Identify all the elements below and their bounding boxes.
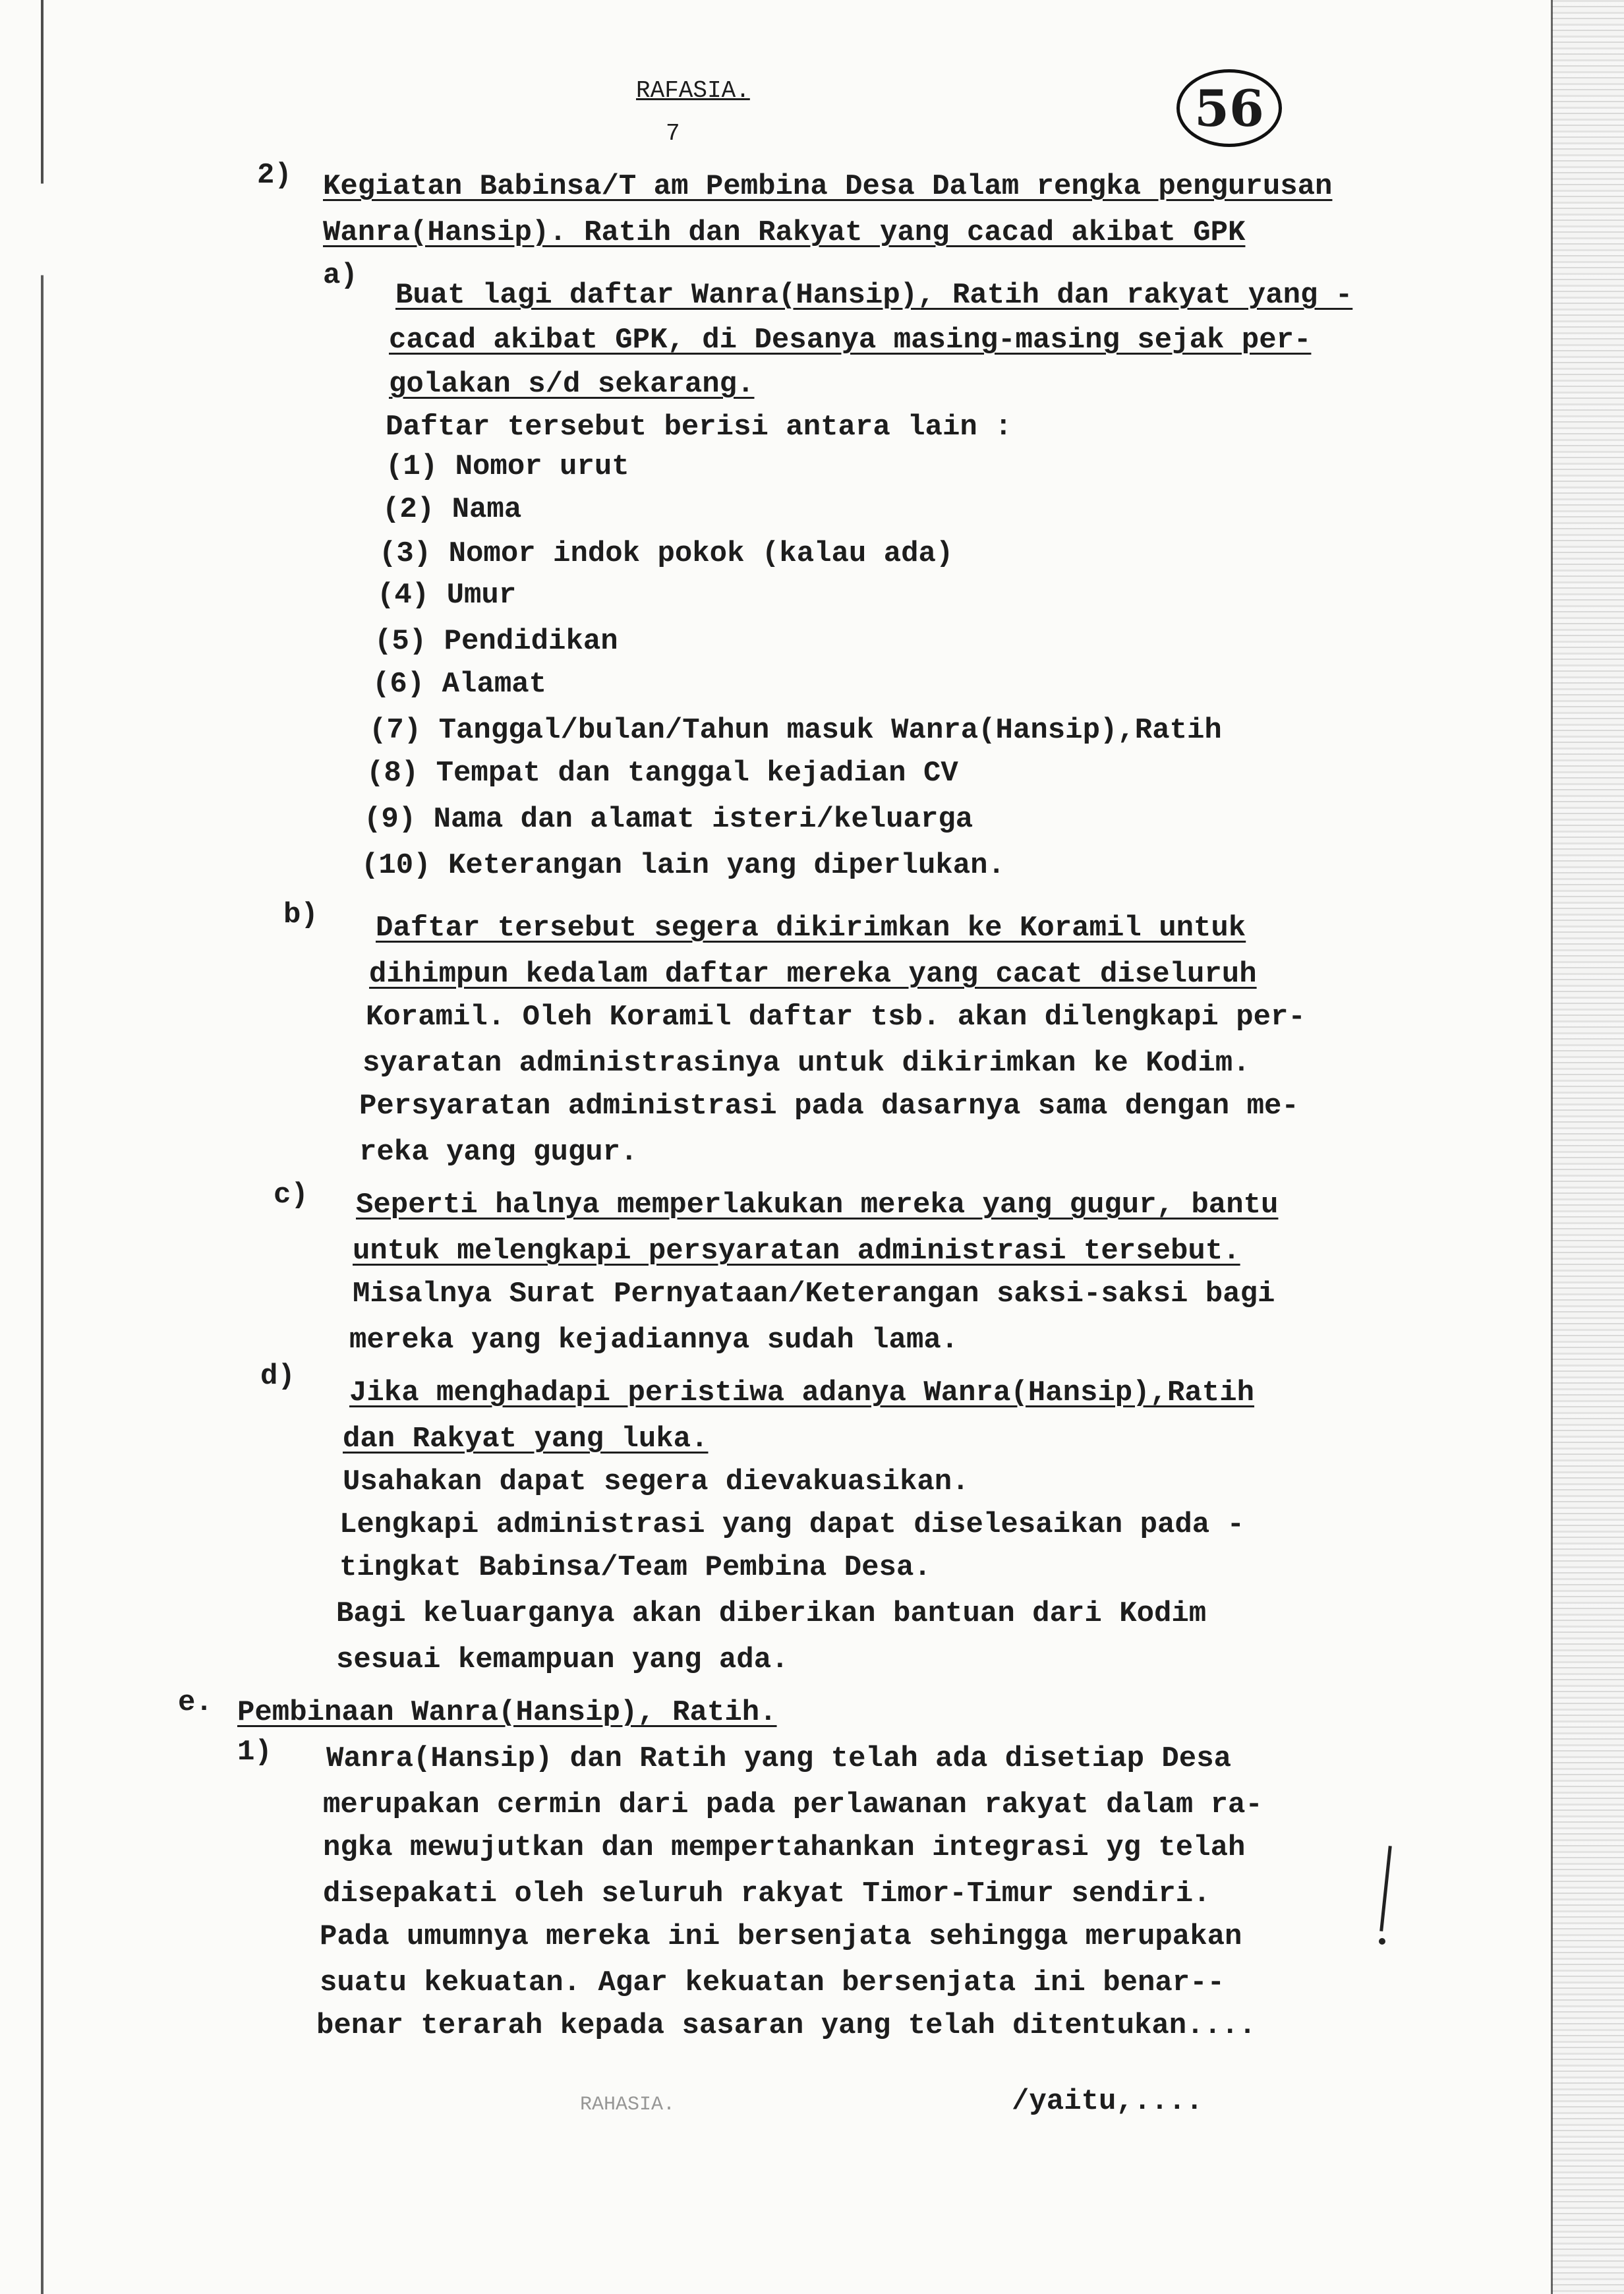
document-line: Seperti halnya memperlakukan mereka yang gugur, bantu [356, 1189, 1279, 1221]
document-line: Bagi keluarganya akan diberikan bantuan dari Kodim [336, 1597, 1207, 1630]
document-line: Kegiatan Babinsa/T am Pembina Desa Dalam rengka pengurusan [323, 170, 1333, 203]
document-line: (2) Nama [382, 493, 522, 526]
document-line: cacad akibat GPK, di Desanya masing-masing sejak per- [389, 324, 1312, 357]
document-line: golakan s/d sekarang. [389, 368, 755, 401]
scan-right-edge [1552, 0, 1624, 2294]
handwritten-page-number: 56 [1176, 69, 1282, 147]
margin-mark [1379, 1846, 1392, 1931]
document-line: b) [283, 898, 318, 931]
document-line: 2) [257, 159, 292, 192]
document-line: suatu kekuatan. Agar kekuatan bersenjata ini benar-- [320, 1966, 1225, 1999]
document-line: (7) Tanggal/bulan/Tahun masuk Wanra(Hansip),Ratih [369, 714, 1222, 747]
document-line: (3) Nomor indok pokok (kalau ada) [379, 537, 954, 570]
document-line: untuk melengkapi persyaratan administrasi tersebut. [353, 1235, 1240, 1268]
document-line: Buat lagi daftar Wanra(Hansip), Ratih dan rakyat yang - [395, 279, 1353, 312]
document-line: disepakati oleh seluruh rakyat Timor-Timur sendiri. [323, 1877, 1211, 1910]
document-line: syaratan administrasinya untuk dikirimkan ke Kodim. [362, 1047, 1250, 1080]
document-line: (1) Nomor urut [386, 450, 629, 483]
document-line: Usahakan dapat segera dievakuasikan. [343, 1465, 970, 1498]
document-line: merupakan cermin dari pada perlawanan rakyat dalam ra- [323, 1788, 1263, 1821]
document-line: Wanra(Hansip). Ratih dan Rakyat yang cacad akibat GPK [323, 216, 1246, 249]
document-line: (8) Tempat dan tanggal kejadian CV [366, 757, 958, 790]
document-line: Wanra(Hansip) dan Ratih yang telah ada disetiap Desa [326, 1742, 1232, 1775]
document-line: sesuai kemampuan yang ada. [336, 1643, 789, 1676]
document-line: e. [178, 1686, 213, 1719]
classification-header: RAFASIA. [636, 77, 750, 104]
classification-footer: RAHASIA. [580, 2094, 676, 2116]
document-line: Persyaratan administrasi pada dasarnya sama dengan me- [359, 1090, 1299, 1123]
document-line: Daftar tersebut berisi antara lain : [386, 411, 1012, 444]
document-line: (5) Pendidikan [374, 625, 618, 658]
document-line: dan Rakyat yang luka. [343, 1423, 709, 1456]
document-line: (6) Alamat [372, 668, 547, 701]
document-line: (4) Umur [377, 579, 517, 612]
document-line: (10) Keterangan lain yang diperlukan. [361, 849, 1005, 882]
document-line: Misalnya Surat Pernyataan/Keterangan saksi-saksi bagi [353, 1278, 1275, 1310]
document-line: a) [323, 259, 358, 292]
document-line: Daftar tersebut segera dikirimkan ke Koramil untuk [376, 912, 1246, 945]
document-line: Koramil. Oleh Koramil daftar tsb. akan dilengkapi per- [366, 1001, 1306, 1034]
scan-left-edge [41, 0, 44, 2294]
document-line: (9) Nama dan alamat isteri/keluarga [364, 803, 973, 836]
document-line: benar terarah kepada sasaran yang telah ditentukan.... [316, 2009, 1256, 2042]
document-line: dihimpun kedalam daftar mereka yang cacat diseluruh [369, 958, 1257, 991]
margin-dot [1379, 1938, 1385, 1945]
document-line: Jika menghadapi peristiwa adanya Wanra(Hansip),Ratih [349, 1376, 1255, 1409]
document-line: c) [274, 1179, 308, 1212]
document-line: Pada umumnya mereka ini bersenjata sehingga merupakan [320, 1920, 1242, 1953]
document-line: Pembinaan Wanra(Hansip), Ratih. [237, 1696, 777, 1729]
continuation-text: /yaitu,.... [1012, 2085, 1204, 2118]
document-line: Lengkapi administrasi yang dapat diselesaikan pada - [339, 1508, 1245, 1541]
document-line: d) [260, 1360, 295, 1393]
document-line: 1) [237, 1736, 272, 1769]
document-line: reka yang gugur. [359, 1136, 638, 1169]
document-line: mereka yang kejadiannya sudah lama. [349, 1324, 959, 1357]
document-line: ngka mewujutkan dan mempertahankan integrasi yg telah [323, 1831, 1246, 1864]
document-line: tingkat Babinsa/Team Pembina Desa. [339, 1551, 931, 1584]
page-number: 7 [666, 120, 680, 147]
scan-right-border [1551, 0, 1553, 2294]
